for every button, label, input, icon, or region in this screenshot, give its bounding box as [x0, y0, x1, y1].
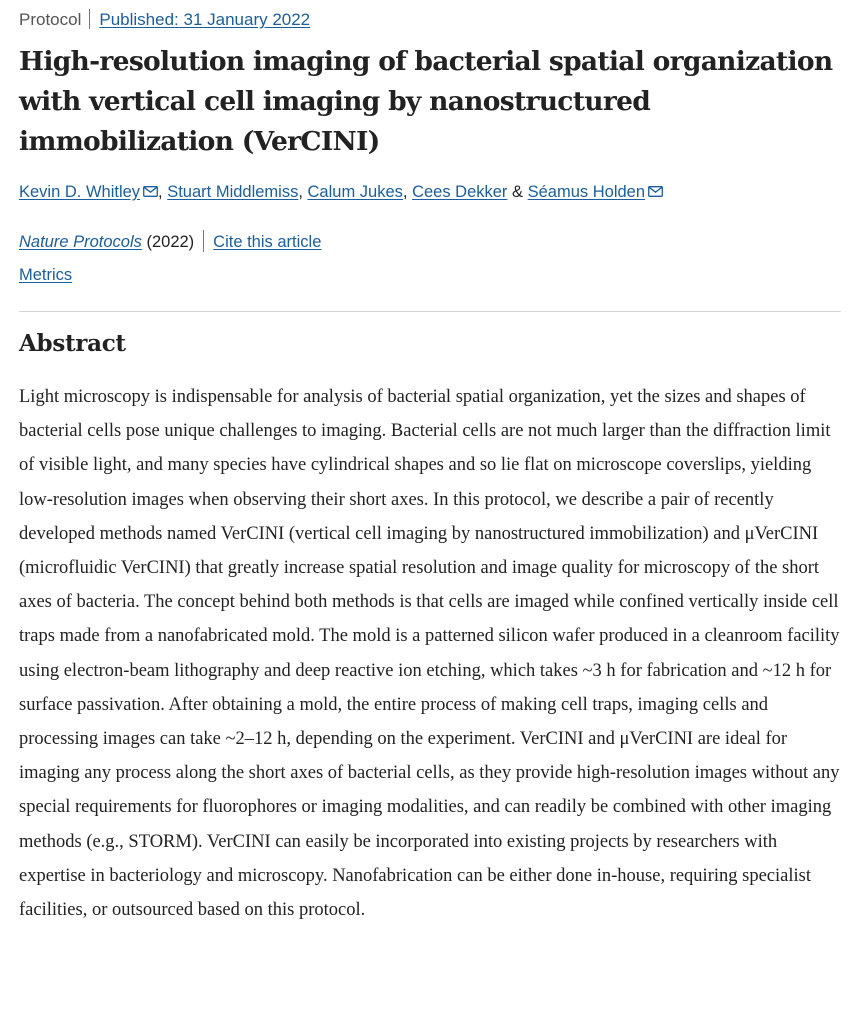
- journal-separator: [203, 230, 204, 252]
- cite-article-link[interactable]: Cite this article: [213, 233, 322, 251]
- meta-separator: [89, 9, 90, 29]
- author-separator: ,: [298, 183, 308, 201]
- author-separator: ,: [402, 183, 413, 201]
- journal-info: [19, 230, 321, 253]
- envelope-icon[interactable]: [143, 186, 158, 197]
- article-type: Protocol: [19, 10, 82, 29]
- metrics-container: [19, 264, 72, 286]
- author-link[interactable]: Calum Jukes: [307, 183, 403, 201]
- metrics-link[interactable]: Metrics: [19, 266, 73, 284]
- article-meta: [19, 9, 310, 31]
- published-date-link[interactable]: Published: 31 January 2022: [99, 10, 311, 29]
- article-title: High-resolution imaging of bacterial spatial organization with vertical cell imaging by nanostructured immobilization (VerCINI): [19, 46, 833, 157]
- author-ampersand: &: [507, 183, 528, 201]
- journal-link[interactable]: Nature Protocols: [19, 233, 142, 251]
- author-link[interactable]: Séamus Holden: [527, 183, 646, 201]
- author-list: [19, 181, 663, 203]
- abstract-text: Light microscopy is indispensable for analysis of bacterial spatial organization, yet the sizes and shapes of bacterial cells pose unique challenges to imaging. Bacterial cells are not much larger than the diffraction limit of visible light, and many species have cylindrical shapes and so lie flat on microscope coverslips, yielding low-resolution images when observing their short axes. In this protocol, we describe a pair of recently developed methods named VerCINI (vertical cell imaging by nanostructured immobilization) and μVerCINI (microfluidic VerCINI) that greatly increase spatial resolution and image quality for microscopy of the short axes of bacteria. The concept behind both methods is that cells are imaged while confined vertically inside cell traps made from a nanofabricated mold. The mold is a patterned silicon wafer produced in a cleanroom facility using electron-beam lithography and deep reactive ion etching, which takes ~3 h for fabrication and ~12 h for surface passivation. After obtaining a mold, the entire process of making cell traps, imaging cells and processing images can take ~2–12 h, depending on the experiment. VerCINI and μVerCINI are ideal for imaging any process along the short axes of bacterial cells, as they provide high-resolution images without any special requirements for fluorophores or imaging modalities, and can readily be combined with other imaging methods (e.g., STORM). VerCINI can easily be incorporated into existing projects by researchers with expertise in bacteriology and microscopy. Nanofabrication can be either done in-house, requiring specialist facilities, or outsourced based on this protocol.: [19, 387, 840, 921]
- author-link[interactable]: Cees Dekker: [412, 183, 508, 201]
- author-link[interactable]: Kevin D. Whitley: [19, 183, 141, 201]
- author-link[interactable]: Stuart Middlemiss: [167, 183, 299, 201]
- abstract-heading: Abstract: [19, 330, 126, 357]
- author-separator: ,: [158, 183, 168, 201]
- section-divider: [19, 311, 841, 312]
- journal-year: (2022): [141, 233, 195, 251]
- envelope-icon[interactable]: [648, 186, 663, 197]
